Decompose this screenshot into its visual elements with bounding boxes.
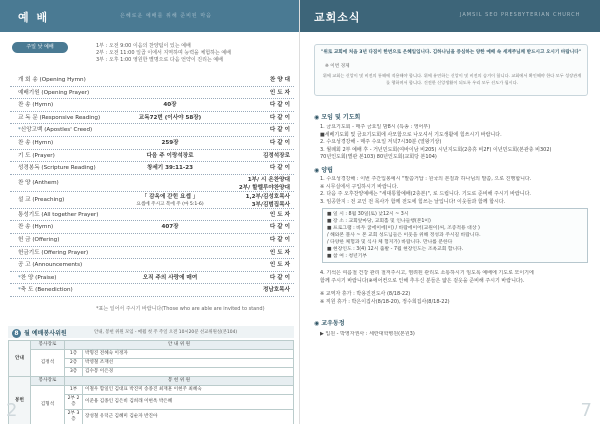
news-item: 함께 주시기 바랍니다(※에어컨으로 인해 추우신 분들은 얇은 겉옷을 준비해 주시기 바랍니다).	[320, 277, 525, 284]
order-leader: 인 도 자	[269, 89, 290, 96]
order-label-text: 예배기원 (Opening Prayer)	[18, 89, 90, 96]
service-times-pill: 주일 낮 예배	[12, 42, 68, 53]
guide-members: 김수봉 이은경	[83, 368, 294, 377]
order-label-text: 찬 양 (Anthem)	[18, 179, 59, 186]
order-leader: 김정석장로	[262, 152, 290, 159]
order-of-worship	[10, 74, 294, 297]
verse-ref: ※ 이번 경제	[325, 64, 350, 69]
offering-members-header: 봉 헌 위 원	[65, 377, 294, 386]
order-label	[18, 209, 104, 222]
order-label-text: 헌 금 (Offering)	[18, 236, 60, 243]
order-leader: 찬 양 대	[269, 77, 290, 83]
order-detail: 창세기 39:11-23	[146, 165, 194, 172]
duty-title-bar	[8, 326, 294, 338]
order-detail: 407장	[161, 224, 179, 231]
offering-members: 이준용 김종인 김은비 김희래 이현옥 박은혜	[83, 395, 294, 410]
offering-elder-header: 봉사장로	[31, 377, 65, 386]
guide-members: 박영철 조재선	[83, 359, 294, 368]
order-leader: 1부/ 시 온찬양대 2부/ 할렐루야찬양대	[238, 176, 290, 191]
order-row	[10, 192, 294, 209]
page-number-right: 7	[580, 400, 592, 421]
worship-header	[0, 0, 300, 32]
order-label-text: 찬 송 (Hymn)	[18, 139, 54, 146]
offering-group: 봉헌	[9, 377, 31, 424]
order-leader: 다 같 이	[269, 236, 290, 243]
order-label	[18, 196, 104, 204]
order-label	[18, 259, 104, 272]
order-label-text: 신앙고백 (Apostles' Creed)	[20, 127, 93, 134]
order-row	[10, 74, 294, 87]
guide-floor: 2층	[65, 359, 83, 368]
standing-star: *	[18, 287, 21, 294]
meeting-item: 70년인도회(별관 본103) 80년인도회(교회당 본104)	[320, 154, 437, 160]
section-news-title: ◉ 양립	[314, 167, 333, 174]
order-label-text: 교 독 문 (Responsive Reading)	[18, 114, 101, 121]
guide-floor: 1층	[65, 350, 83, 359]
order-leader: 1,2부/김성호목사 3부/김범집목사	[245, 193, 290, 208]
guide-group: 안내	[9, 341, 31, 377]
order-label	[18, 162, 104, 175]
order-row	[10, 234, 294, 247]
order-label-text: 개 회 송 (Opening Hymn)	[18, 77, 86, 83]
order-row	[10, 99, 294, 112]
order-row	[10, 284, 294, 297]
order-detail: 40장	[163, 102, 177, 109]
order-detail: 다음 주 이랑석장로	[146, 152, 194, 159]
order-leader: 다 같 이	[269, 139, 290, 146]
page-number-left: 2	[6, 400, 18, 421]
order-row	[10, 272, 294, 285]
event-date: ■ 일 시 : 8월 30일(토) 낮12시 ~ 3시	[327, 212, 409, 217]
duty-table	[8, 340, 294, 424]
member-news-item: ▶ 입원 - 박영자권사 : 세란대학병원(본원3)	[320, 331, 415, 337]
order-detail: 교독72번 (이사야 58장)	[138, 114, 202, 121]
outreach-event-box	[322, 208, 588, 263]
meeting-item: 2. 수요성경강해 - 매주 수요일 저녁7시30분 (열왕기상)	[320, 139, 442, 145]
right-page	[300, 0, 600, 424]
meetings-list	[320, 124, 592, 162]
order-label	[18, 112, 104, 125]
month-badge: 8	[12, 329, 21, 338]
order-leader: 정남호목사	[262, 287, 290, 294]
duty-subtitle: 안내, 봉헌 위원 모임 - 매월 첫 주 주일 오전 10시20분 선교위원실(본104)	[94, 330, 238, 335]
guide-members-header: 안 내 위 원	[65, 341, 294, 350]
order-label	[18, 179, 104, 187]
order-row	[10, 124, 294, 137]
verse-note: 위에 교회는 신앙이 및 비전의 통해에 적용해야 합니다. 위에 유연하는 신앙이 및 비전의 숨겨이 합니다. 교회에서 확인해야 한다 모두 성장관계를 행하며서 합니다. 건전한 신앙생활이 되도록 우리 모두 선도가 됩시다.	[322, 73, 582, 85]
order-leader: 다 같 이	[269, 224, 290, 231]
order-leader: 인 도 자	[269, 211, 290, 218]
order-row	[10, 209, 294, 222]
order-label	[18, 150, 104, 163]
news-item: 4. 기석은 여름철 건강 관리 철저주시고, 염려된 관리도 소통하시기 임도록 예배에 기도로 모이기에	[320, 270, 534, 276]
event-guide: ■ 현장인도 : 3(4) 12시 출발 - 7월 현장인도는 조옥교회 합니다.	[327, 247, 464, 252]
event-place: ■ 장 소 : 교회앞마당, 교회홀 및 인나들행(본1이)	[327, 219, 431, 224]
news-list-continued	[320, 270, 592, 306]
offering-elder: 김형석	[31, 386, 65, 424]
guide-elder-header: 봉사장로	[31, 341, 65, 350]
event-program-detail: / 다양한 체험과 및 식사 체 험지가) 바랍니다. 만나를 분한다	[327, 240, 453, 245]
news-item: ※ 시무실에서 구입하시기 바랍니다.	[320, 183, 399, 190]
event-program: ■ 프로그램 : 바두 굽에이에(이) / 바람에이어(교원이)씨, 조증적용 대상 )	[327, 226, 480, 231]
event-participants: ■ 참 여 : 청년기부	[327, 254, 368, 259]
vacation-note: ※ 교역자 휴가 : 박용진전도사 (8/18-22)	[320, 291, 411, 297]
news-item: 3. 임공한지 : 전 교인 전 목사가 함께 전도에 힘쓰는 날입니다! 이웃들과 함께 합시다.	[320, 198, 506, 205]
order-label-text: 기 도 (Prayer)	[18, 152, 55, 159]
order-label-text: 찬 양 (Praise)	[20, 274, 57, 281]
order-row	[10, 150, 294, 163]
standing-star: *	[18, 127, 21, 134]
order-label	[18, 137, 104, 150]
order-leader: 인 도 자	[269, 249, 290, 256]
service-time-2: 2부 : 오전 11:00 일곱 이에서 지역하며 능력을 체험하는 예배	[96, 50, 232, 56]
order-row	[10, 259, 294, 272]
order-label-text: 찬 송 (Hymn)	[18, 102, 54, 109]
order-label	[18, 87, 104, 100]
order-leader: 다 같 이	[269, 114, 290, 121]
church-name: JAMSIL SEO PRESBYTERIAN CHURCH	[460, 12, 581, 18]
members-list	[320, 331, 592, 339]
order-leader: 다 같 이	[269, 127, 290, 134]
worship-subtitle: 은혜로운 예배를 위해 준비된 마음	[120, 13, 212, 19]
news-item: 1. 수요성경강해 : 이번 주간입봉예시 "말씀거답 : 원국의 본질과 하나님의 말씀, 으로 진행합니다.	[320, 176, 532, 182]
order-label-text: 성경봉독 (Scripture Reading)	[18, 165, 96, 172]
order-row	[10, 175, 294, 192]
standing-note: *표는 일어서 주시기 바랍니다(Those who are able are invited to stand)	[96, 306, 265, 312]
order-leader: 다 같 이	[269, 102, 290, 109]
order-label-text: 공 고 (Announcements)	[18, 262, 83, 269]
order-label	[18, 284, 104, 297]
offering-members: 장성철 유덕근 김혜미 김순자 반진아	[83, 410, 294, 424]
service-time-1: 1부 : 오전 9:00 이음의 찬양팀이 있는 예배	[96, 43, 191, 49]
order-detail: 259장	[161, 139, 179, 146]
order-leader: 다 같 이	[269, 274, 290, 281]
service-time-3: 3부 : 오후 1:00 영원한 별명으로 다음 언약이 진리는 예배	[96, 57, 224, 63]
order-label-text: 찬 송 (Hymn)	[18, 224, 54, 231]
event-program-detail: / 해와본 볼사 ~ 본 교회 성도님들은 이웃을 위해 정성과 주시길 바랍니다.	[327, 233, 481, 238]
section-meetings-title: ◉ 모임 및 기도회	[314, 114, 361, 121]
verse-text: "위로 교회에 처음 3년 다짐이 한번으로 은혜일입니다. 김하나님을 증심하는 양한 예배 속 세계주님께 받드시고 오시기 바랍니다"	[321, 50, 582, 55]
guide-floor: 3층	[65, 368, 83, 377]
order-leader: 다 같 이	[269, 165, 290, 172]
order-row	[10, 221, 294, 234]
meeting-item: ■세베기도회 및 금요기도회에 사모함으로 나오셔서 기도생활에 힘쓰시기 바랍니다.	[320, 131, 502, 138]
order-label	[18, 74, 104, 87]
meeting-item: 3. 월례회 2부 예배 후 - 거년민도회(여바이남 비205) 시년지도회(2층휴 비2F) 이년민도회(본관층 비302)	[320, 146, 552, 153]
order-row	[10, 247, 294, 260]
section-members-title: ◉ 교우동정	[314, 320, 345, 327]
news-item: 2. 다음 주 오후찬양예배는 "세대통합예배(2층본)", 로 드립니다. 기도로 준비해 주시기 바랍니다.	[320, 191, 531, 197]
order-detail: 「 감옥에 갇힌 요셉 」 요셉에 주시고 복에 주 (마 5:1-6)	[136, 193, 204, 207]
guide-elder: 김정석	[31, 350, 65, 377]
offering-members: 이철우 함일인 김대표 박진미 송종진 최재훈 이현주 최혜숙	[83, 386, 294, 395]
order-label	[18, 221, 104, 234]
meeting-item: 1. 금요기도회 - 매주 금요일 밤8시 (특송 : 영어부)	[320, 124, 431, 130]
offering-slot: 2부 3층	[65, 410, 83, 424]
order-label	[18, 99, 104, 112]
order-label-text: 통성기도 (All together Prayer)	[18, 211, 99, 218]
guide-members: 박형진 전혜숙 이정자	[83, 350, 294, 359]
order-label-text: 축 도 (Benediction)	[20, 287, 73, 294]
vacation-note: ※ 직원 휴가 : 박은이집사(8/18-20), 정수희집사(8/18-22)	[320, 298, 450, 305]
order-label	[18, 124, 104, 137]
order-detail: 오직 주의 사랑에 매여	[142, 274, 198, 281]
standing-star: *	[18, 274, 21, 281]
order-row	[10, 87, 294, 100]
order-row	[10, 137, 294, 150]
duty-title: 월 예배봉사위원	[24, 330, 67, 337]
news-list	[320, 176, 592, 206]
order-row	[10, 162, 294, 175]
worship-title: 예 배	[18, 11, 50, 24]
offering-slot: 2부 2층	[65, 395, 83, 410]
order-label	[18, 247, 104, 260]
order-label	[18, 272, 104, 285]
order-leader: 인 도 자	[269, 262, 290, 269]
verse-box	[314, 44, 588, 96]
order-label-text: 헌금기도 (Offering Prayer)	[18, 249, 89, 256]
order-label-text: 설 교 (Preaching)	[18, 196, 65, 203]
news-title: 교회소식	[314, 11, 361, 24]
order-row	[10, 112, 294, 125]
offering-slot: 1부	[65, 386, 83, 395]
news-header	[300, 0, 600, 32]
order-label	[18, 234, 104, 247]
